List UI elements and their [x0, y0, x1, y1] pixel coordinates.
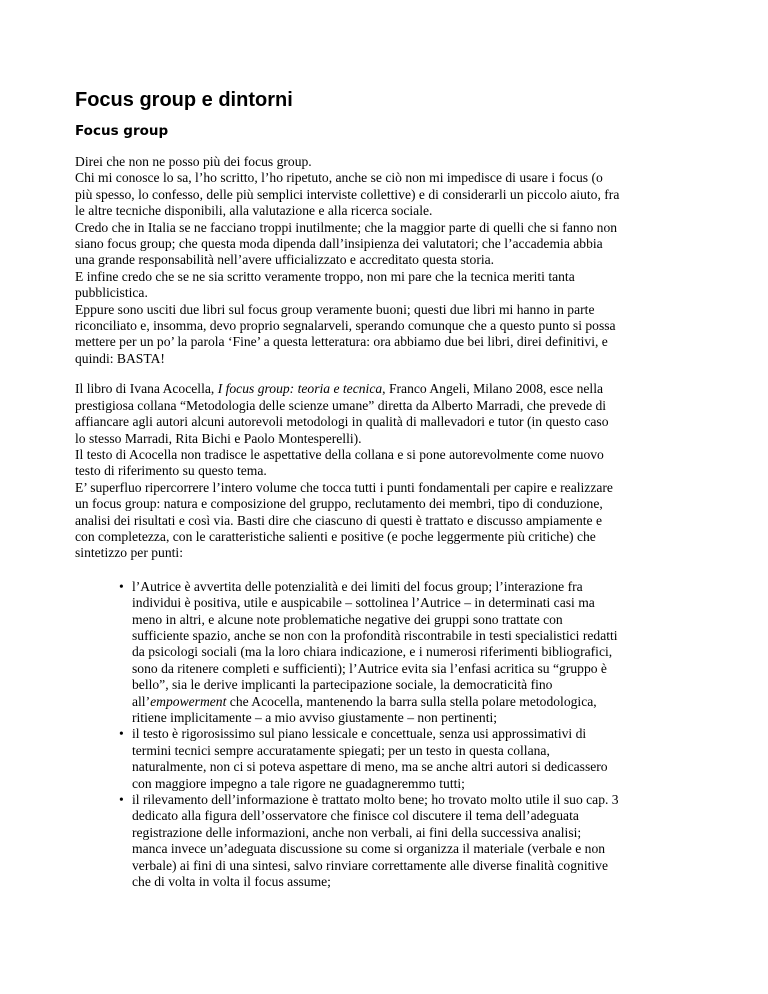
- text-run: che Acocella, mantenendo la barra sulla stella polare metodologica,: [226, 693, 597, 709]
- text-line: ritiene implicitamente – a mio avviso giustamente – non pertinenti;: [132, 710, 498, 725]
- text-line: pubblicistica.: [75, 285, 148, 301]
- text-line: riconciliato e, insomma, devo proprio segnalarveli, sperando comunque che a questo punto si possa: [75, 318, 616, 334]
- text-line: Eppure sono usciti due libri sul focus group veramente buoni; questi due libri mi hanno in parte: [75, 301, 595, 317]
- text-line: da psicologi sociali (ma la loro chiara indicazione, e i numerosi riferimenti bibliografici,: [132, 644, 613, 660]
- text-line: Credo che in Italia se ne facciano troppi inutilmente; che la maggior parte di quelli che si fanno non: [75, 219, 618, 235]
- text-run: Il libro di Ivana Acocella,: [75, 381, 218, 397]
- text-line: [75, 381, 715, 397]
- bullet-icon: •: [119, 726, 124, 742]
- text-line: quindi: BASTA!: [75, 350, 165, 366]
- text-line: l’Autrice è avvertita delle potenzialità e dei limiti del focus group; l’interazione fra: [132, 578, 583, 594]
- text-line: una grande responsabilità nell’avere ufficializzato e accreditato questa storia.: [75, 252, 495, 268]
- text-line: sono da ritenere completi e sufficienti); l’Autrice evita sia l’enfasi acritica su “gruppo è: [132, 660, 607, 676]
- text-line: le altre tecniche disponibili, alla valutazione e alla ricerca sociale.: [75, 203, 433, 219]
- text-line: bello”, sia le derive implicanti la partecipazione sociale, la democraticità fino: [132, 677, 553, 693]
- text-line: E’ superfluo ripercorrere l’intero volume che tocca tutti i punti fondamentali per capire e realizzare: [75, 479, 613, 495]
- text-line: naturalmente, non ci si poteva aspettare di meno, ma se anche altri autori si dedicassero: [132, 759, 608, 775]
- text-line: sintetizzo per punti:: [75, 545, 183, 561]
- text-line: E infine credo che se ne sia scritto veramente troppo, non mi pare che la tecnica meriti tanta: [75, 268, 575, 284]
- text-line: Chi mi conosce lo sa, l’ho scritto, l’ho ripetuto, anche se ciò non mi impedisce di usare i focus (o: [75, 170, 603, 186]
- bullet-icon: •: [119, 578, 124, 594]
- text-line: testo di riferimento su questo tema.: [75, 463, 267, 479]
- text-line: con maggiore impegno a tale rigore ne guadagneremmo tutti;: [132, 775, 465, 791]
- bullet-icon: •: [119, 792, 124, 808]
- text-line: Direi che non ne posso più dei focus group.: [75, 154, 312, 169]
- list-item: [75, 726, 715, 792]
- text-line: registrazione delle informazioni, anche non verbali, ai fini della successiva analisi;: [132, 824, 582, 840]
- list-item: [75, 792, 715, 890]
- text-line: affiancare agli autori alcuni autorevoli metodologi in qualità di mallevadori e tutor (in questo caso: [75, 414, 609, 430]
- text-line: un focus group: natura e composizione del gruppo, reclutamento dei membri, tipo di conduzione,: [75, 496, 603, 512]
- text-line: sufficiente spazio, anche se non con la profondità riscontrabile in testi specialistici redatti: [132, 627, 618, 643]
- list-item: [75, 579, 715, 727]
- text-line: Il testo di Acocella non tradisce le aspettative della collana e si pone autorevolmente come nuovo: [75, 446, 604, 462]
- text-line: siano focus group; che questa moda dipenda dall’insipienza dei valutatori; che l’accademia abbia: [75, 236, 603, 252]
- text-line: termini tecnici sempre accuratamente spiegati; per un testo in questa collana,: [132, 742, 550, 758]
- intro-paragraph: [75, 154, 715, 367]
- text-line: mettere per un po’ la parola ‘Fine’ a questa letteratura: ora abbiamo due bei libri, direi definitivi, e: [75, 334, 608, 350]
- text-run: all’: [132, 693, 151, 709]
- page-title: Focus group e dintorni: [75, 89, 293, 111]
- text-line: analisi dei risultati e così via. Basti dire che ciascuno di questi è trattato e discusso ampiamente e: [75, 512, 602, 528]
- section-heading: Focus group: [75, 123, 169, 139]
- emphasis: empowerment: [150, 693, 227, 709]
- text-line: con completezza, con le caratteristiche salienti e positive (e poche leggermente più critiche) che: [75, 528, 596, 544]
- text-line: che di volta in volta il focus assume;: [132, 874, 331, 890]
- text-line: prestigiosa collana “Metodologia delle scienze umane” diretta da Alberto Marradi, che prevede di: [75, 397, 607, 413]
- text-run: , Franco Angeli, Milano 2008, esce nella: [382, 381, 604, 397]
- text-line: meno in altri, e alcune note problematiche negative dei gruppi sono trattate con: [132, 611, 563, 627]
- book-title: I focus group: teoria e tecnica: [217, 381, 383, 397]
- text-line: manca invece un’adeguata discussione su come si organizza il materiale (verbale e non: [132, 841, 606, 857]
- text-line: più spesso, lo confesso, delle più semplici interviste collettive) e di considerarli un piccolo aiuto, fra: [75, 186, 620, 202]
- document-page: [75, 88, 715, 890]
- text-line: individui è positiva, utile e auspicabile – sottolinea l’Autrice – in determinati casi ma: [132, 595, 595, 611]
- text-line: il testo è rigorosissimo sul piano lessicale e concettuale, senza usi approssimativi di: [132, 726, 587, 742]
- review-paragraph: [75, 381, 715, 561]
- bullet-list: [75, 579, 715, 891]
- text-line: [132, 694, 715, 710]
- text-line: verbale) ai fini di una sintesi, salvo rinviare correttamente alle diverse finalità cognitive: [132, 857, 608, 873]
- text-line: il rilevamento dell’informazione è trattato molto bene; ho trovato molto utile il suo cap. 3: [132, 792, 619, 808]
- text-line: lo stesso Marradi, Rita Bichi e Paolo Montesperelli).: [75, 430, 362, 446]
- text-line: dedicato alla figura dell’osservatore che finisce col discutere il tema dell’adeguata: [132, 808, 579, 824]
